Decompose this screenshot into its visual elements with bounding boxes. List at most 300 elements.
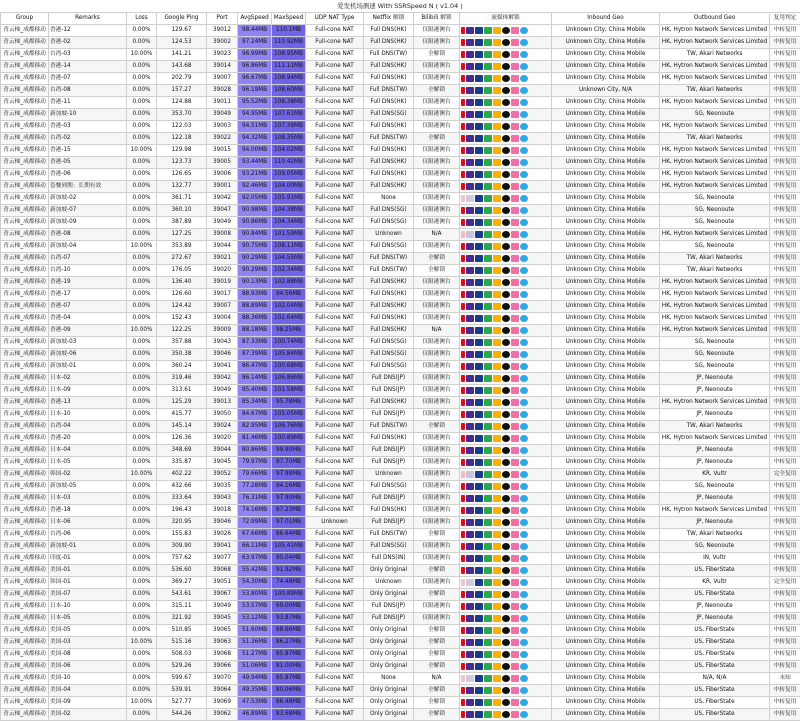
cell-reuse: 中转复用 — [770, 397, 800, 409]
cell-ping: 350.38 — [157, 349, 207, 361]
hbo-icon — [466, 111, 474, 118]
cell-loss: 0.00% — [127, 709, 157, 721]
disney-icon — [475, 231, 483, 238]
cell-outbound-geo: HK, Hytron Network Services Limited — [660, 325, 770, 337]
cell-group: 青云梯_成都移动 — [1, 457, 49, 469]
cell-ping: 124.42 — [157, 301, 207, 313]
cell-inbound-geo: Unknown City, China Mobile — [552, 625, 660, 637]
col-bilibili[interactable]: Bilibili 解锁 — [414, 13, 460, 25]
hbo-icon — [466, 183, 474, 190]
cell-remarks: 日本-04 — [49, 445, 127, 457]
cell-bilibili: 仅限港澳台 — [414, 505, 460, 517]
cell-port: 39042 — [207, 373, 238, 385]
abema-icon — [493, 387, 501, 394]
table-row — [1, 505, 800, 517]
dazn-icon — [502, 519, 510, 526]
cell-streaming — [460, 217, 552, 229]
tvb-icon — [484, 171, 492, 178]
pink-icon — [511, 219, 519, 226]
cell-netflix: Full DNS(SG) — [364, 481, 414, 493]
cell-loss: 0.00% — [127, 337, 157, 349]
cell-ping: 123.73 — [157, 157, 207, 169]
table-row — [1, 181, 800, 193]
cell-port: 39041 — [207, 361, 238, 373]
disney-icon — [475, 351, 483, 358]
bili-icon — [520, 231, 528, 238]
dazn-icon — [502, 243, 510, 250]
cell-remarks: 香港-04 — [49, 313, 127, 325]
disney-icon — [475, 303, 483, 310]
cell-max-speed: 105.91MB — [272, 193, 306, 205]
cell-streaming — [460, 325, 552, 337]
cell-bilibili: 仅限港澳台 — [414, 541, 460, 553]
netflix-icon — [461, 339, 465, 346]
cell-bilibili: N/A — [414, 325, 460, 337]
cell-outbound-geo: KR, Vultr — [660, 469, 770, 481]
cell-group: 青云梯_成都移动 — [1, 325, 49, 337]
cell-netflix: Unknown — [364, 229, 414, 241]
hbo-icon — [466, 423, 474, 430]
bili-icon — [520, 375, 528, 382]
cell-loss: 0.00% — [127, 397, 157, 409]
netflix-icon — [461, 183, 465, 190]
hbo-icon — [466, 555, 474, 562]
cell-reuse: 中转复用 — [770, 157, 800, 169]
cell-group: 青云梯_成都移动 — [1, 217, 49, 229]
tvb-icon — [484, 459, 492, 466]
cell-reuse: 中转复用 — [770, 661, 800, 673]
abema-icon — [493, 627, 501, 634]
cell-port: 39051 — [207, 577, 238, 589]
cell-streaming — [460, 241, 552, 253]
cell-remarks: 台湾-04 — [49, 421, 127, 433]
disney-icon — [475, 699, 483, 706]
cell-reuse: 中转复用 — [770, 457, 800, 469]
cell-inbound-geo: Unknown City, China Mobile — [552, 145, 660, 157]
netflix-icon — [461, 279, 465, 286]
cell-port: 39018 — [207, 505, 238, 517]
cell-inbound-geo: Unknown City, China Mobile — [552, 169, 660, 181]
header-row — [1, 13, 800, 25]
tvb-icon — [484, 303, 492, 310]
bili-icon — [520, 243, 528, 250]
col-max-speed[interactable]: MaxSpeed — [272, 13, 306, 25]
cell-netflix: Full DNS(HK) — [364, 325, 414, 337]
cell-reuse: 中转复用 — [770, 685, 800, 697]
disney-icon — [475, 291, 483, 298]
cell-avg-speed: 79.97MB — [238, 457, 272, 469]
cell-loss: 0.00% — [127, 445, 157, 457]
cell-group: 青云梯_成都移动 — [1, 169, 49, 181]
cell-ping: 313.61 — [157, 385, 207, 397]
cell-outbound-geo: SG, Neonoute — [660, 109, 770, 121]
cell-group: 青云梯_成都移动 — [1, 229, 49, 241]
cell-ping: 348.69 — [157, 445, 207, 457]
cell-bilibili: 仅限港澳台 — [414, 217, 460, 229]
tvb-icon — [484, 39, 492, 46]
cell-group: 青云梯_成都移动 — [1, 697, 49, 709]
cell-streaming — [460, 553, 552, 565]
cell-avg-speed: 90.29MB — [238, 253, 272, 265]
table-row — [1, 649, 800, 661]
table-row — [1, 193, 800, 205]
cell-group: 青云梯_成都移动 — [1, 61, 49, 73]
cell-netflix: Full DNS(HK) — [364, 313, 414, 325]
cell-remarks: 香港-05 — [49, 157, 127, 169]
pink-icon — [511, 363, 519, 370]
cell-port: 39050 — [207, 409, 238, 421]
col-group[interactable]: Group — [1, 13, 49, 25]
cell-avg-speed: 51.06MB — [238, 661, 272, 673]
cell-remarks: 美国-10 — [49, 673, 127, 685]
cell-bilibili: 仅限港澳台 — [414, 397, 460, 409]
cell-avg-speed: 86.47MB — [238, 361, 272, 373]
cell-netflix: Full DNS(SG) — [364, 337, 414, 349]
cell-group: 青云梯_成都移动 — [1, 373, 49, 385]
bili-icon — [520, 51, 528, 58]
cell-group: 青云梯_成都移动 — [1, 49, 49, 61]
cell-nat-type: Full-cone NAT — [306, 457, 364, 469]
pink-icon — [511, 87, 519, 94]
dazn-icon — [502, 267, 510, 274]
abema-icon — [493, 507, 501, 514]
cell-inbound-geo: Unknown City, China Mobile — [552, 517, 660, 529]
cell-avg-speed: 55.42MB — [238, 565, 272, 577]
cell-inbound-geo: Unknown City, China Mobile — [552, 253, 660, 265]
cell-loss: 0.00% — [127, 541, 157, 553]
cell-bilibili: 仅限港澳台 — [414, 553, 460, 565]
cell-ping: 357.88 — [157, 337, 207, 349]
cell-max-speed: 85.87MB — [272, 649, 306, 661]
cell-outbound-geo: SG, Neonoute — [660, 193, 770, 205]
hbo-icon — [466, 615, 474, 622]
cell-avg-speed: 76.31MB — [238, 493, 272, 505]
pink-icon — [511, 315, 519, 322]
hbo-icon — [466, 63, 474, 70]
cell-outbound-geo: TW, Akari Networks — [660, 529, 770, 541]
hbo-icon — [466, 627, 474, 634]
hbo-icon — [466, 507, 474, 514]
cell-netflix: Full DNS(HK) — [364, 37, 414, 49]
pink-icon — [511, 555, 519, 562]
hbo-icon — [466, 123, 474, 130]
cell-netflix: Full DNS(HK) — [364, 277, 414, 289]
cell-bilibili: 仅限港澳台 — [414, 157, 460, 169]
tvb-icon — [484, 567, 492, 574]
cell-remarks: 新加坡-10 — [49, 109, 127, 121]
cell-max-speed: 94.56MB — [272, 289, 306, 301]
cell-reuse: 中转复用 — [770, 61, 800, 73]
cell-ping: 335.87 — [157, 457, 207, 469]
netflix-icon — [461, 423, 465, 430]
netflix-icon — [461, 219, 465, 226]
table-row — [1, 493, 800, 505]
col-google-ping[interactable]: Google Ping — [157, 13, 207, 25]
cell-avg-speed: 88.36MB — [238, 313, 272, 325]
tvb-icon — [484, 267, 492, 274]
cell-bilibili: 仅限港澳台 — [414, 241, 460, 253]
abema-icon — [493, 123, 501, 130]
netflix-icon — [461, 567, 465, 574]
cell-loss: 0.00% — [127, 577, 157, 589]
table-row — [1, 109, 800, 121]
cell-loss: 10.00% — [127, 697, 157, 709]
col-netflix[interactable]: Netflix 解锁 — [364, 13, 414, 25]
disney-icon — [475, 63, 483, 70]
cell-ping: 141.21 — [157, 49, 207, 61]
cell-nat-type: Full-cone NAT — [306, 325, 364, 337]
cell-group: 青云梯_成都移动 — [1, 673, 49, 685]
cell-bilibili: 全解锁 — [414, 265, 460, 277]
cell-inbound-geo: Unknown City, China Mobile — [552, 25, 660, 37]
cell-reuse: 中转复用 — [770, 613, 800, 625]
table-row — [1, 73, 800, 85]
bili-icon — [520, 123, 528, 130]
pink-icon — [511, 339, 519, 346]
cell-remarks: 新加坡-04 — [49, 241, 127, 253]
table-row — [1, 673, 800, 685]
cell-nat-type: Full-cone NAT — [306, 241, 364, 253]
cell-loss: 10.00% — [127, 49, 157, 61]
hbo-icon — [466, 171, 474, 178]
cell-inbound-geo: Unknown City, China Mobile — [552, 409, 660, 421]
cell-bilibili: 全解锁 — [414, 625, 460, 637]
disney-icon — [475, 183, 483, 190]
cell-ping: 360.10 — [157, 205, 207, 217]
dazn-icon — [502, 147, 510, 154]
cell-netflix: Only Original — [364, 697, 414, 709]
col-avg-speed[interactable]: AvgSpeed — [238, 13, 272, 25]
cell-remarks: 新加坡-05 — [49, 481, 127, 493]
cell-reuse: 完全复用 — [770, 577, 800, 589]
cell-streaming — [460, 229, 552, 241]
cell-port: 39068 — [207, 565, 238, 577]
cell-remarks: 台湾-06 — [49, 529, 127, 541]
bili-icon — [520, 639, 528, 646]
cell-remarks: 香港-02 — [49, 37, 127, 49]
table-row — [1, 289, 800, 301]
cell-reuse: 中转复用 — [770, 313, 800, 325]
cell-outbound-geo: HK, Hytron Network Services Limited — [660, 505, 770, 517]
cell-loss: 0.00% — [127, 109, 157, 121]
cell-inbound-geo: Unknown City, China Mobile — [552, 73, 660, 85]
cell-loss: 0.00% — [127, 301, 157, 313]
cell-loss: 0.00% — [127, 361, 157, 373]
cell-port: 39070 — [207, 673, 238, 685]
cell-max-speed: 106.86MB — [272, 373, 306, 385]
cell-ping: 432.66 — [157, 481, 207, 493]
cell-ping: 125.29 — [157, 397, 207, 409]
pink-icon — [511, 279, 519, 286]
abema-icon — [493, 315, 501, 322]
cell-netflix: Only Original — [364, 649, 414, 661]
bili-icon — [520, 651, 528, 658]
tvb-icon — [484, 27, 492, 34]
disney-icon — [475, 315, 483, 322]
cell-ping: 508.03 — [157, 649, 207, 661]
cell-max-speed: 108.95MB — [272, 49, 306, 61]
pink-icon — [511, 663, 519, 670]
netflix-icon — [461, 255, 465, 262]
cell-inbound-geo: Unknown City, China Mobile — [552, 229, 660, 241]
cell-nat-type: Full-cone NAT — [306, 145, 364, 157]
cell-avg-speed: 80.86MB — [238, 445, 272, 457]
tvb-icon — [484, 159, 492, 166]
cell-loss: 0.00% — [127, 565, 157, 577]
cell-max-speed: 104.02MB — [272, 145, 306, 157]
cell-reuse: 中转复用 — [770, 505, 800, 517]
cell-port: 39023 — [207, 49, 238, 61]
hbo-icon — [466, 435, 474, 442]
abema-icon — [493, 147, 501, 154]
cell-loss: 0.00% — [127, 265, 157, 277]
dazn-icon — [502, 567, 510, 574]
cell-loss: 0.00% — [127, 685, 157, 697]
cell-inbound-geo: Unknown City, China Mobile — [552, 565, 660, 577]
table-row — [1, 145, 800, 157]
cell-group: 青云梯_成都移动 — [1, 265, 49, 277]
bili-icon — [520, 207, 528, 214]
tvb-icon — [484, 615, 492, 622]
netflix-icon — [461, 123, 465, 130]
cell-outbound-geo: US, FiberState — [660, 661, 770, 673]
abema-icon — [493, 39, 501, 46]
tvb-icon — [484, 507, 492, 514]
hbo-icon — [466, 351, 474, 358]
cell-inbound-geo: Unknown City, China Mobile — [552, 361, 660, 373]
table-row — [1, 277, 800, 289]
cell-bilibili: 全解锁 — [414, 649, 460, 661]
bili-icon — [520, 39, 528, 46]
cell-max-speed: 93.87MB — [272, 613, 306, 625]
hbo-icon — [466, 483, 474, 490]
cell-bilibili: 全解锁 — [414, 697, 460, 709]
cell-bilibili: 仅限港澳台 — [414, 145, 460, 157]
cell-avg-speed: 67.66MB — [238, 529, 272, 541]
netflix-icon — [461, 531, 465, 538]
cell-port: 39049 — [207, 109, 238, 121]
cell-ping: 157.27 — [157, 85, 207, 97]
cell-reuse: 中转复用 — [770, 373, 800, 385]
cell-netflix: Unknown — [364, 577, 414, 589]
cell-avg-speed: 85.40MB — [238, 385, 272, 397]
col-port[interactable]: Port — [207, 13, 238, 25]
netflix-icon — [461, 75, 465, 82]
cell-outbound-geo: US, FiberState — [660, 709, 770, 721]
cell-inbound-geo: Unknown City, China Mobile — [552, 421, 660, 433]
netflix-icon — [461, 579, 465, 586]
tvb-icon — [484, 315, 492, 322]
cell-streaming — [460, 193, 552, 205]
table-row — [1, 169, 800, 181]
col-reuse[interactable]: 复用判定 — [770, 13, 800, 25]
col-remarks[interactable]: Remarks — [49, 13, 127, 25]
cell-nat-type: Full-cone NAT — [306, 37, 364, 49]
cell-inbound-geo: Unknown City, China Mobile — [552, 205, 660, 217]
cell-ping: 360.24 — [157, 361, 207, 373]
cell-outbound-geo: SG, Neonoute — [660, 217, 770, 229]
pink-icon — [511, 267, 519, 274]
pink-icon — [511, 99, 519, 106]
dazn-icon — [502, 315, 510, 322]
cell-netflix: None — [364, 673, 414, 685]
netflix-icon — [461, 231, 465, 238]
pink-icon — [511, 351, 519, 358]
cell-bilibili: 仅限港澳台 — [414, 373, 460, 385]
col-loss[interactable]: Loss — [127, 13, 157, 25]
pink-icon — [511, 531, 519, 538]
abema-icon — [493, 651, 501, 658]
netflix-icon — [461, 267, 465, 274]
col-streaming[interactable]: 流媒体解锁 — [460, 13, 552, 25]
pink-icon — [511, 579, 519, 586]
cell-nat-type: Full-cone NAT — [306, 685, 364, 697]
disney-icon — [475, 531, 483, 538]
cell-outbound-geo: HK, Hytron Network Services Limited — [660, 433, 770, 445]
cell-streaming — [460, 409, 552, 421]
cell-nat-type: Full-cone NAT — [306, 157, 364, 169]
cell-nat-type: Full-cone NAT — [306, 85, 364, 97]
cell-bilibili: 仅限港澳台 — [414, 433, 460, 445]
cell-max-speed: 100.89MB — [272, 433, 306, 445]
pink-icon — [511, 423, 519, 430]
cell-avg-speed: 87.33MB — [238, 337, 272, 349]
cell-max-speed: 108.94MB — [272, 73, 306, 85]
cell-group: 青云梯_成都移动 — [1, 193, 49, 205]
cell-bilibili: 全解锁 — [414, 589, 460, 601]
cell-port: 39064 — [207, 685, 238, 697]
hbo-icon — [466, 411, 474, 418]
col-udp-nat[interactable]: UDP NAT Type — [306, 13, 364, 25]
cell-outbound-geo: HK, Hytron Network Services Limited — [660, 61, 770, 73]
cell-streaming — [460, 205, 552, 217]
disney-icon — [475, 603, 483, 610]
cell-ping: 415.77 — [157, 409, 207, 421]
cell-reuse: 中转复用 — [770, 589, 800, 601]
cell-avg-speed: 88.18MB — [238, 325, 272, 337]
cell-remarks: 日本-03 — [49, 493, 127, 505]
cell-port: 39022 — [207, 133, 238, 145]
cell-ping: 155.83 — [157, 529, 207, 541]
bili-icon — [520, 447, 528, 454]
cell-avg-speed: 98.44MB — [238, 25, 272, 37]
col-inbound-geo[interactable]: Inbound Geo — [552, 13, 660, 25]
cell-nat-type: Full-cone NAT — [306, 121, 364, 133]
dazn-icon — [502, 87, 510, 94]
cell-bilibili: 全解锁 — [414, 253, 460, 265]
disney-icon — [475, 171, 483, 178]
cell-bilibili: 仅限港澳台 — [414, 457, 460, 469]
cell-remarks: 日本-05 — [49, 457, 127, 469]
netflix-icon — [461, 303, 465, 310]
table-row — [1, 25, 800, 37]
table-row — [1, 517, 800, 529]
cell-reuse: 中转复用 — [770, 409, 800, 421]
cell-outbound-geo: JP, Neonoute — [660, 493, 770, 505]
cell-streaming — [460, 133, 552, 145]
bili-icon — [520, 411, 528, 418]
cell-bilibili: 仅限港澳台 — [414, 361, 460, 373]
bili-icon — [520, 351, 528, 358]
netflix-icon — [461, 243, 465, 250]
tvb-icon — [484, 543, 492, 550]
hbo-icon — [466, 195, 474, 202]
pink-icon — [511, 327, 519, 334]
netflix-icon — [461, 591, 465, 598]
table-row — [1, 529, 800, 541]
dazn-icon — [502, 675, 510, 682]
col-outbound-geo[interactable]: Outbound Geo — [660, 13, 770, 25]
